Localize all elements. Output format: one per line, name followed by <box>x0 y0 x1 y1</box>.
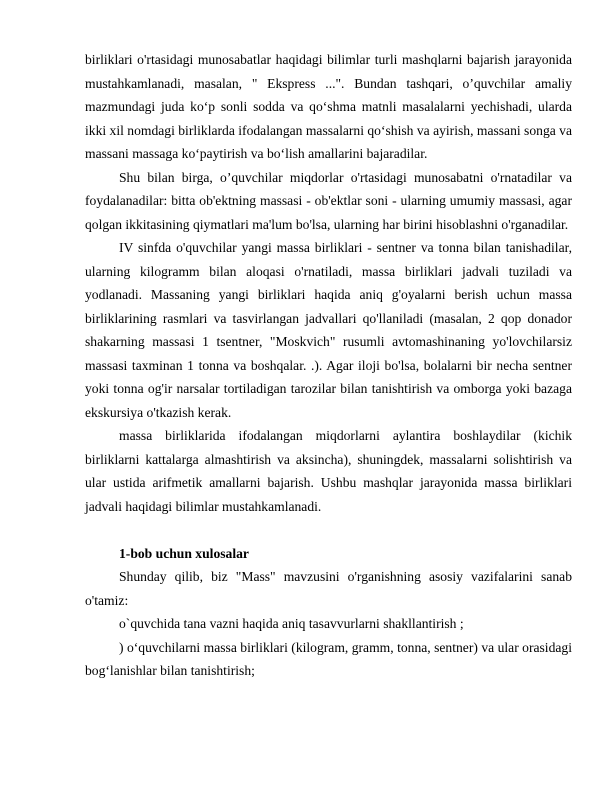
paragraph-1: birliklari o'rtasidagi munosabatlar haqidagi bilimlar turli mashqlarni bajarish jarayonida mustahkamlanadi, masalan, " Ekspress ...". Bundan tashqari, o’quvchilar amaliy mazmundagi juda ko‘p sonli sodda va qo‘shma matnli masalalarni yechishadi, ularda ikki xil nomdagi birliklarda ifodalangan massalarni qo‘shish va ayirish, massani songa va massani massaga ko‘paytirish va bo‘lish amallarini bajaradilar. <box>85 52 573 161</box>
conclusion-paragraph-1: Shunday qilib, biz "Mass" mavzusini o'rganishning asosiy vazifalarini sanab o'tamiz: <box>85 569 572 608</box>
document-page <box>85 48 572 683</box>
paragraph-3: IV sinfda o'quvchilar yangi massa birliklari - sentner va tonna bilan tanishadilar, ularning kilogramm bilan aloqasi o'rnatiladi, massa birliklari jadvali tuziladi va yodlanadi. Massaning yangi birliklari haqida aniq g'oyalarni berish uchun massa birliklarining rasmlari va tasvirlangan jadvallari qo'llaniladi (masalan, 2 qop donador shakarning massasi 1 tsentner, "Moskvich" rusumli avtomashinaning yo'lovchilarsiz massasi taxminan 1 tonna va boshqalar. .). Agar iloji bo'lsa, bolalarni bir necha sentner yoki tonna og'ir narsalar tortiladigan tarozilar bilan tanishtirish va omborga yoki bazaga ekskursiya o'tkazish kerak. <box>85 240 572 420</box>
paragraph-4: massa birliklarida ifodalangan miqdorlarni aylantira boshlaydilar (kichik birliklarni kattalarga almashtirish va aksincha), shuningdek, massalarni solishtirish va ular ustida arifmetik amallarni bajarish. Ushbu mashqlar jarayonida massa birliklari jadvali haqidagi bilimlar mustahkamlanadi. <box>85 428 572 514</box>
conclusion-paragraph-2: o`quvchida tana vazni haqida aniq tasavvurlarni shakllantirish ; <box>119 616 464 631</box>
paragraph-2: Shu bilan birga, o’quvchilar miqdorlar o'rtasidagi munosabatni o'rnatadilar va foydalanadilar: bitta ob'ektning massasi - ob'ektlar soni - ularning umumiy massasi, agar qolgan ikkitasining qiymatlari ma'lum bo'lsa, ularning har birini hisoblashni o'rganadilar. <box>85 169 572 232</box>
blank-line <box>85 518 572 542</box>
conclusion-paragraph-3: ) o‘quvchilarni massa birliklari (kilogram, gramm, tonna, sentner) va ular orasidagi bog‘lanishlar bilan tanishtirish; <box>85 639 572 678</box>
section-heading: 1-bob uchun xulosalar <box>119 545 249 561</box>
